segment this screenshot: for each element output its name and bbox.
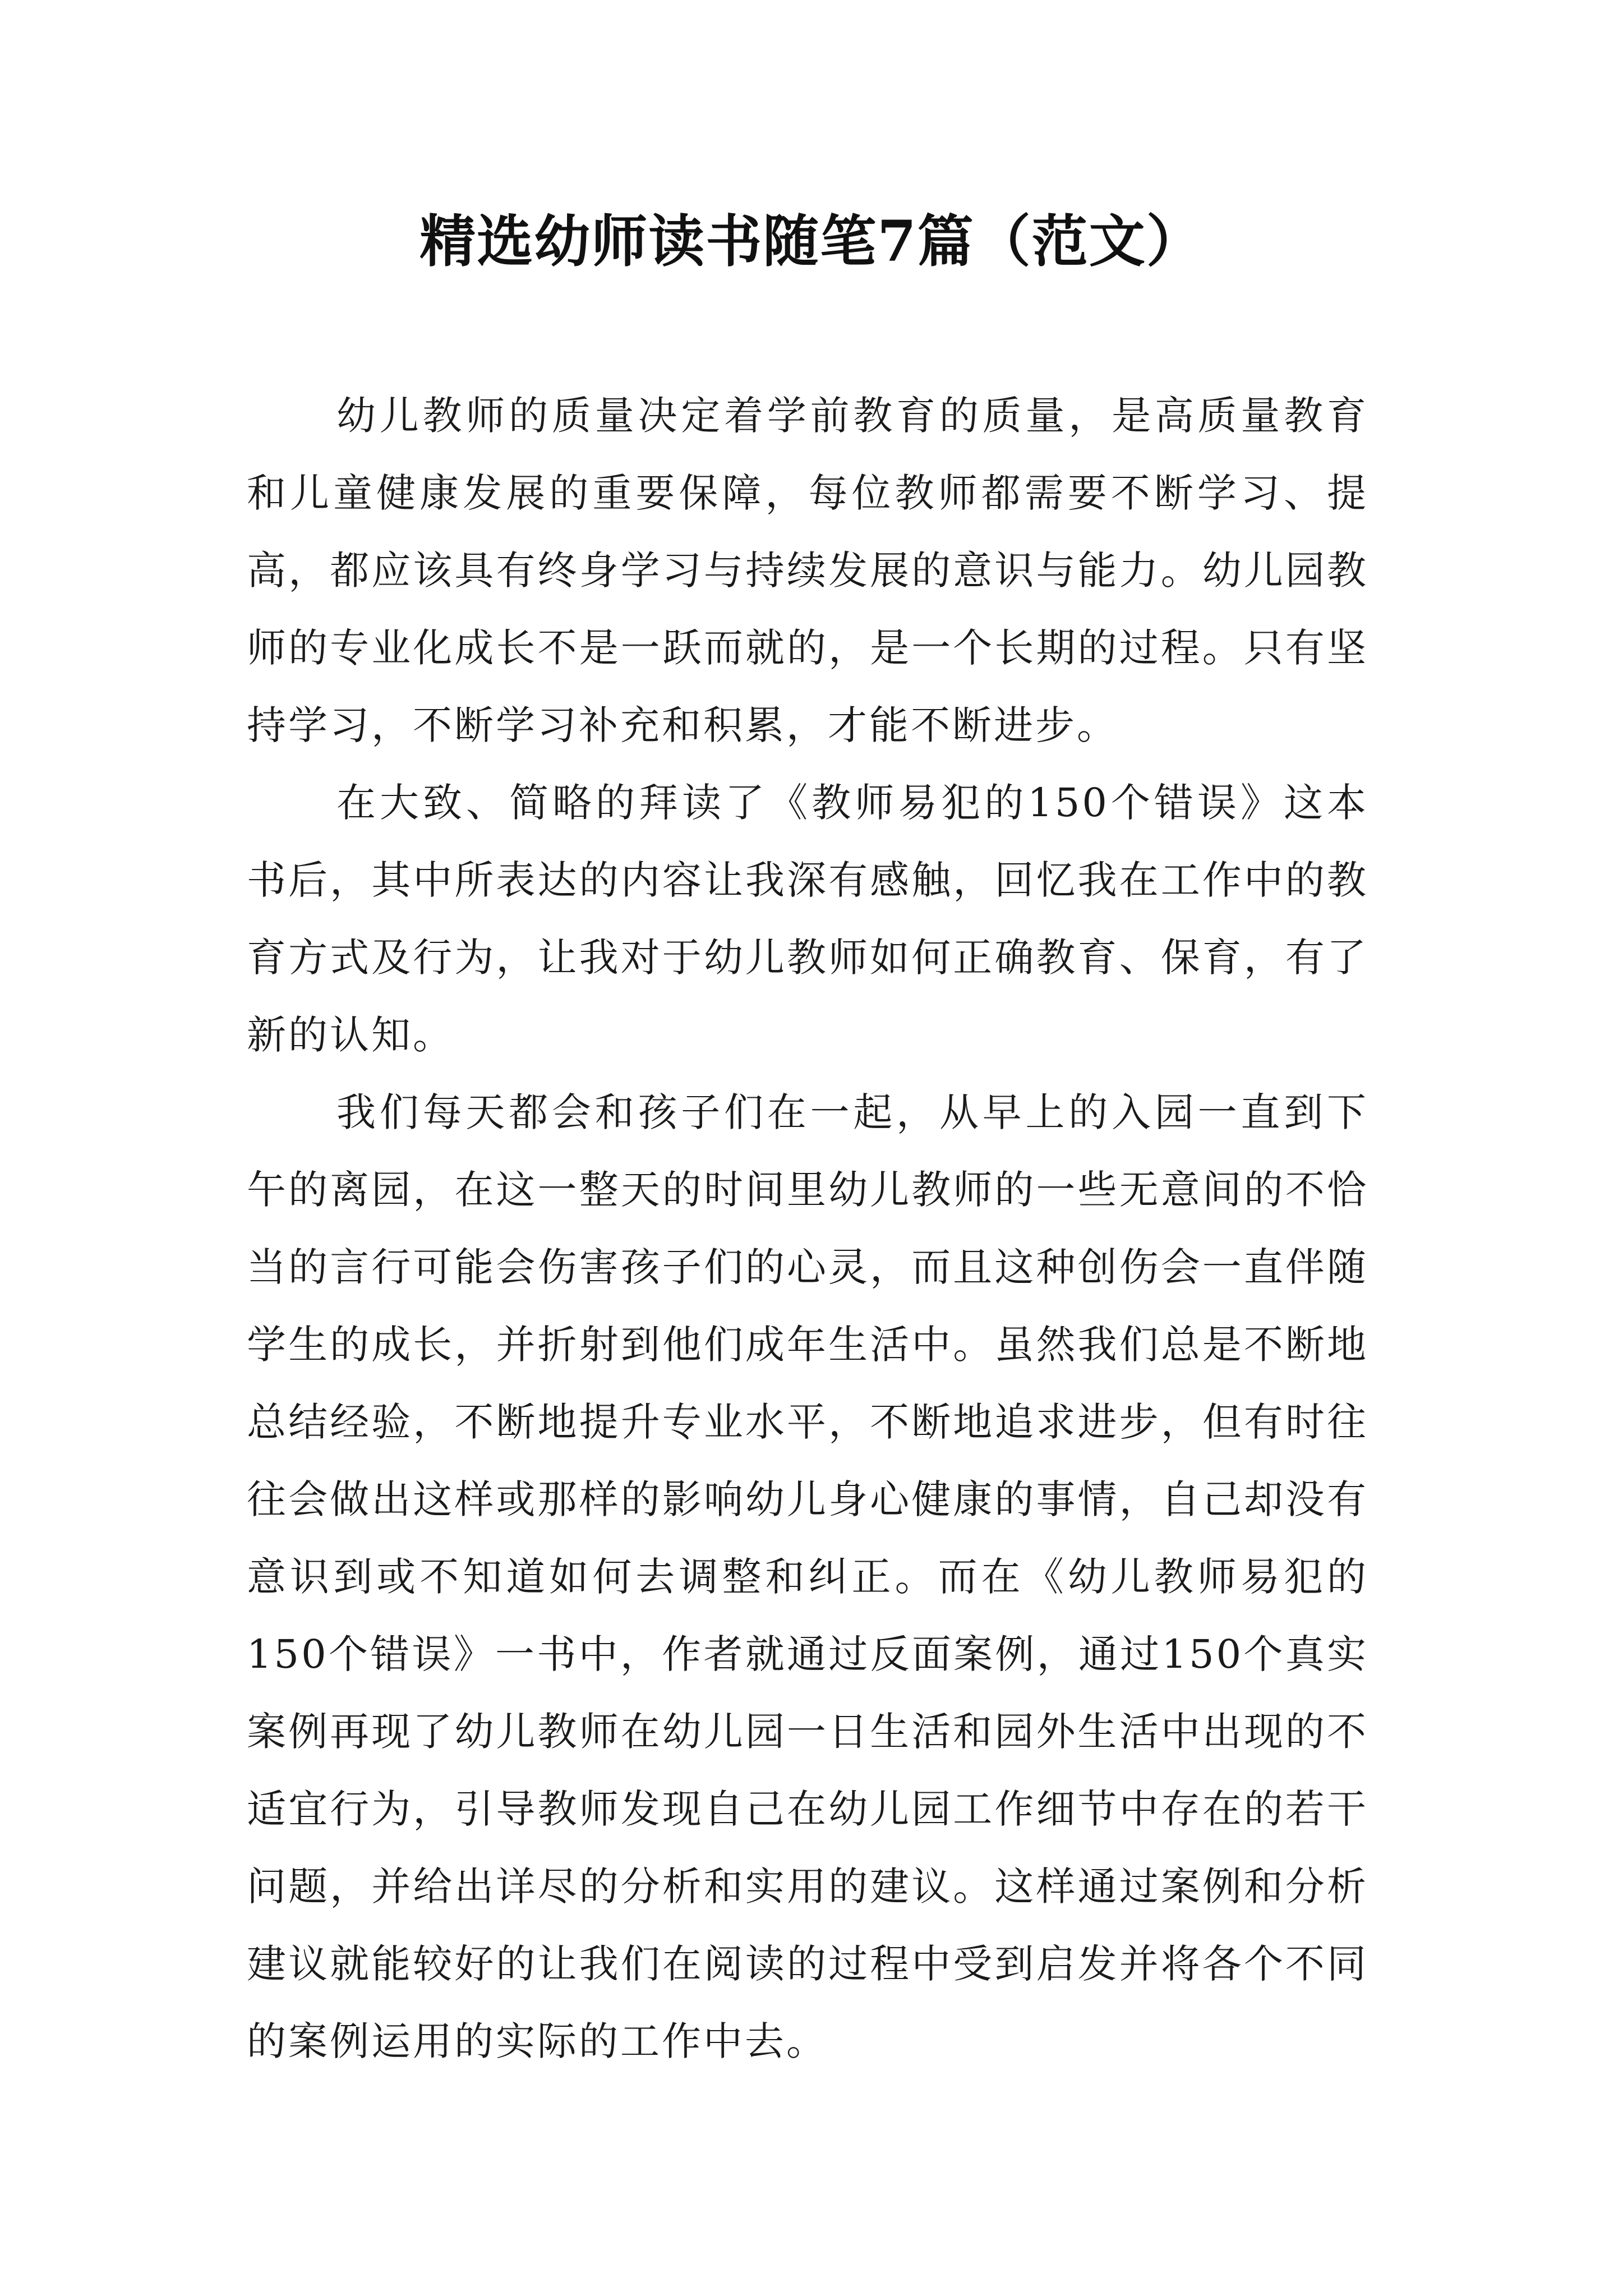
- paragraph-2: 在大致、简略的拜读了《教师易犯的150个错误》这本书后，其中所表达的内容让我深有感触，回忆我在工作中的教育方式及行为，让我对于幼儿教师如何正确教育、保育，有了新的认知。: [247, 780, 1368, 1058]
- document-body: [247, 377, 1368, 2080]
- document-title: 精选幼师读书随笔7篇（范文）: [419, 208, 1204, 274]
- paragraph-3: 我们每天都会和孩子们在一起，从早上的入园一直到下午的离园，在这一整天的时间里幼儿教师的一些无意间的不恰当的言行可能会伤害孩子们的心灵，而且这种创伤会一直伴随学生的成长，并折射到他们成年生活中。虽然我们总是不断地总结经验，不断地提升专业水平，不断地追求进步，但有时往往会做出这样或那样的影响幼儿身心健康的事情，自己却没有意识到或不知道如何去调整和纠正。而在《幼儿教师易犯的150个错误》一书中，作者就通过反面案例，通过150个真实案例再现了幼儿教师在幼儿园一日生活和园外生活中出现的不适宜行为，引导教师发现自己在幼儿园工作细节中存在的若干问题，并给出详尽的分析和实用的建议。这样通过案例和分析建议就能较好的让我们在阅读的过程中受到启发并将各个不同的案例运用的实际的工作中去。: [247, 1089, 1368, 2064]
- paragraph-1: 幼儿教师的质量决定着学前教育的质量，是高质量教育和儿童健康发展的重要保障，每位教师都需要不断学习、提高，都应该具有终身学习与持续发展的意识与能力。幼儿园教师的专业化成长不是一跃而就的，是一个长期的过程。只有坚持学习，不断学习补充和积累，才能不断进步。: [247, 393, 1368, 748]
